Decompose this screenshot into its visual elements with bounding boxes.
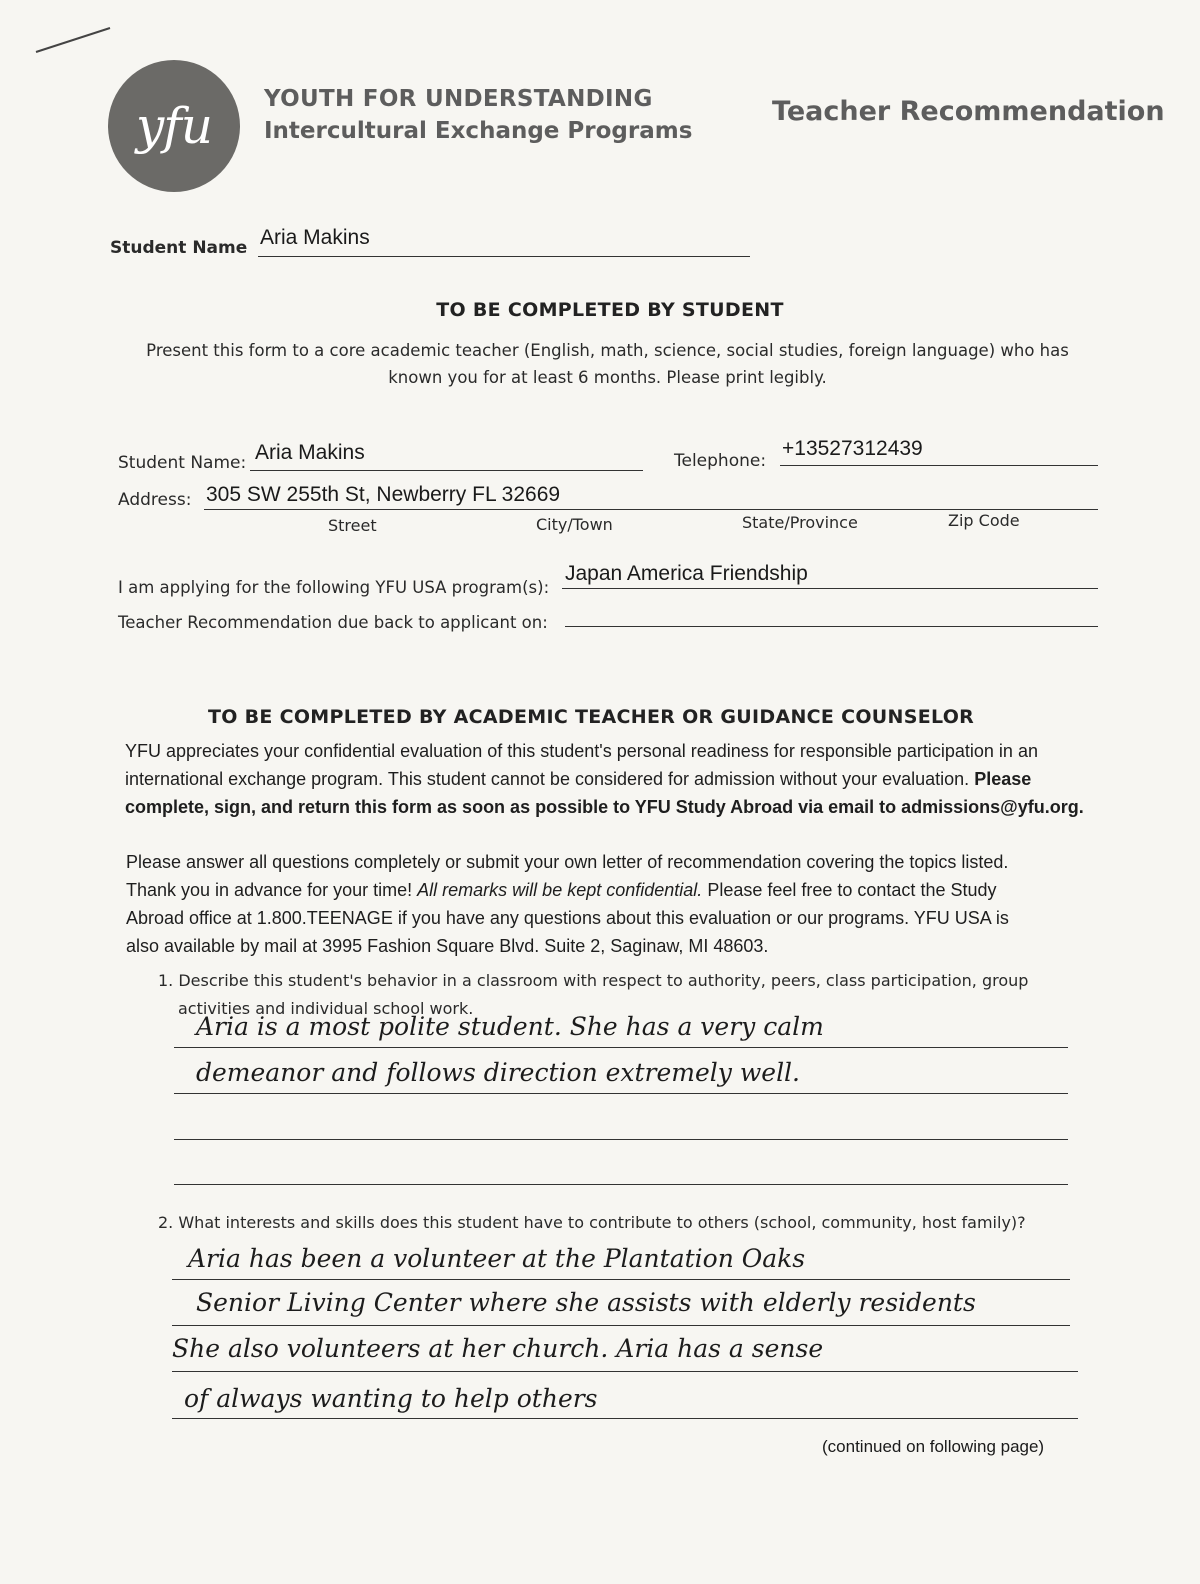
p2-line2-italic: All remarks will be kept confidential.: [417, 880, 703, 900]
student-name-label: Student Name:: [118, 453, 247, 473]
p1-line2-bold: Please: [974, 769, 1032, 789]
telephone-label: Telephone:: [674, 451, 767, 471]
student-name-line: [250, 470, 643, 471]
teacher-section-heading: TO BE COMPLETED BY ACADEMIC TEACHER OR GUIDANCE COUNSELOR: [208, 706, 975, 728]
answer-2-line-1[interactable]: Aria has been a volunteer at the Plantation Oaks: [188, 1244, 806, 1273]
question-2-number: 2.: [158, 1213, 174, 1232]
address-field[interactable]: 305 SW 255th St, Newberry FL 32669: [206, 483, 561, 506]
logo-text: yfu: [136, 97, 212, 155]
p2-line2b: Please feel free to contact the Study: [707, 880, 997, 900]
answer-2-rule-2: [172, 1325, 1070, 1326]
answer-2-line-3[interactable]: She also volunteers at her church. Aria has a sense: [172, 1334, 824, 1363]
question-1-text-line1: Describe this student's behavior in a classroom with respect to authority, peers, class participation, group: [178, 971, 1029, 990]
program-line: [562, 588, 1098, 589]
address-sub-zip: Zip Code: [948, 511, 1020, 530]
top-student-name-value[interactable]: Aria Makins: [260, 226, 370, 249]
question-1-number: 1.: [158, 971, 174, 990]
top-student-name-line: [258, 256, 750, 257]
p2-line3: Abroad office at 1.800.TEENAGE if you have any questions about this evaluation or our programs. YFU USA is: [126, 908, 1009, 928]
student-section-heading: TO BE COMPLETED BY STUDENT: [436, 299, 784, 321]
telephone-field[interactable]: +13527312439: [782, 437, 923, 460]
p1-line3-bold: complete, sign, and return this form as soon as possible to YFU Study Abroad via email to admissions@yfu.org.: [125, 797, 1084, 817]
org-name-line1: YOUTH FOR UNDERSTANDING: [264, 86, 653, 112]
address-sub-city: City/Town: [536, 515, 613, 534]
program-label: I am applying for the following YFU USA program(s):: [118, 578, 550, 597]
pen-mark: [30, 18, 120, 58]
program-field[interactable]: Japan America Friendship: [565, 562, 808, 585]
address-sub-state: State/Province: [742, 513, 858, 532]
document-title: Teacher Recommendation: [772, 96, 1165, 127]
answer-2-rule-1: [172, 1279, 1070, 1280]
continued-note: (continued on following page): [822, 1437, 1045, 1456]
answer-1-rule-3: [174, 1139, 1068, 1140]
answer-1-rule-2: [174, 1093, 1068, 1094]
telephone-line: [780, 465, 1098, 466]
p2-line2a: Thank you in advance for your time!: [126, 880, 413, 900]
question-2-text: What interests and skills does this student have to contribute to others (school, community, host family)?: [178, 1213, 1026, 1232]
p1-line1: YFU appreciates your confidential evaluation of this student's personal readiness for responsible participation in an: [125, 741, 1038, 761]
answer-2-line-2[interactable]: Senior Living Center where she assists with elderly residents: [196, 1288, 976, 1317]
due-date-label: Teacher Recommendation due back to applicant on:: [118, 613, 548, 632]
teacher-paragraph-1: [125, 737, 1084, 821]
answer-2-line-4[interactable]: of always wanting to help others: [184, 1384, 598, 1413]
answer-2-rule-3: [172, 1371, 1078, 1372]
p1-line2: [125, 765, 1084, 793]
yfu-logo: [108, 60, 240, 192]
address-label: Address:: [118, 490, 192, 510]
address-sub-street: Street: [328, 516, 377, 535]
p2-line2: [126, 876, 1009, 904]
org-name-line2: Intercultural Exchange Programs: [264, 118, 693, 144]
top-student-name-label: Student Name: [110, 238, 248, 258]
p2-line4: also available by mail at 3995 Fashion Square Blvd. Suite 2, Saginaw, MI 48603.: [126, 936, 769, 956]
p2-line1: Please answer all questions completely or submit your own letter of recommendation covering the topics listed.: [126, 852, 1009, 872]
answer-1-line-2[interactable]: demeanor and follows direction extremely well.: [196, 1058, 801, 1087]
student-instructions-line1: Present this form to a core academic teacher (English, math, science, social studies, foreign language) who has: [146, 341, 1069, 360]
address-line: [204, 509, 1098, 510]
student-instructions-line2: known you for at least 6 months. Please print legibly.: [388, 368, 827, 387]
answer-2-rule-4: [172, 1418, 1078, 1419]
answer-1-rule-1: [174, 1047, 1068, 1048]
answer-1-line-1[interactable]: Aria is a most polite student. She has a very calm: [196, 1012, 824, 1041]
due-date-line: [565, 626, 1098, 627]
question-1-text-line2: activities and individual school work.: [178, 999, 474, 1018]
p1-line2-text: international exchange program. This student cannot be considered for admission without your evaluation.: [125, 769, 970, 789]
teacher-paragraph-2: [126, 848, 1009, 960]
student-name-field[interactable]: Aria Makins: [255, 441, 365, 464]
question-2: [158, 1212, 1026, 1234]
question-1: [158, 970, 1028, 992]
answer-1-rule-4: [174, 1184, 1068, 1185]
